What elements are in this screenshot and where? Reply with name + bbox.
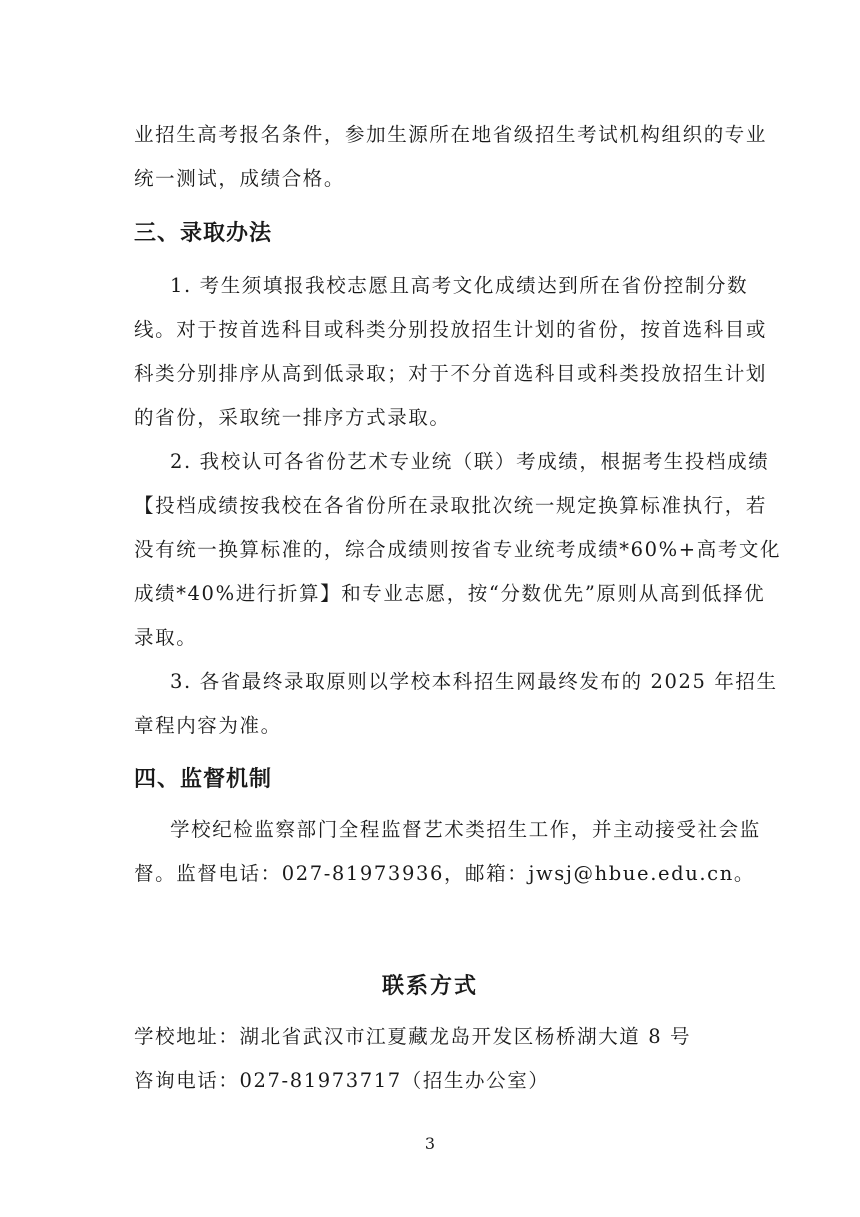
admission-item2-line-2: 【投档成绩按我校在各省份所在录取批次统一规定换算标准执行，若 <box>134 494 768 517</box>
section-heading-supervision: 四、监督机制 <box>134 767 273 792</box>
contact-address: 学校地址：湖北省武汉市江夏藏龙岛开发区杨桥湖大道 8 号 <box>134 1025 692 1048</box>
continuation-line-2: 统一测试，成绩合格。 <box>134 167 346 190</box>
continuation-line-1: 业招生高考报名条件，参加生源所在地省级招生考试机构组织的专业 <box>134 123 768 146</box>
admission-item2-line-4: 成绩*40%进行折算】和专业志愿，按“分数优先”原则从高到低择优 <box>134 582 766 605</box>
admission-item3-line-2: 章程内容为准。 <box>134 714 282 737</box>
admission-item1-line-4: 的省份，采取统一排序方式录取。 <box>134 406 451 429</box>
contact-phone: 咨询电话：027-81973717（招生办公室） <box>134 1069 550 1092</box>
admission-item2-line-3: 没有统一换算标准的，综合成绩则按省专业统考成绩*60%+高考文化 <box>134 538 782 561</box>
admission-item2-line-1: 2. 我校认可各省份艺术专业统（联）考成绩，根据考生投档成绩 <box>170 450 770 473</box>
supervision-line-2: 督。监督电话：027-81973936，邮箱：jwsj@hbue.edu.cn。 <box>134 862 755 885</box>
section-heading-admission-method: 三、录取办法 <box>134 221 273 246</box>
admission-item3-line-1: 3. 各省最终录取原则以学校本科招生网最终发布的 2025 年招生 <box>170 670 778 693</box>
admission-item1-line-2: 线。对于按首选科目或科类分别投放招生计划的省份，按首选科目或 <box>134 318 768 341</box>
page-number: 3 <box>424 1134 436 1153</box>
supervision-line-1: 学校纪检监察部门全程监督艺术类招生工作，并主动接受社会监 <box>170 818 761 841</box>
admission-item2-line-5: 录取。 <box>134 626 198 649</box>
contact-title: 联系方式 <box>381 974 478 999</box>
admission-item1-line-1: 1. 考生须填报我校志愿且高考文化成绩达到所在省份控制分数 <box>170 274 749 297</box>
admission-item1-line-3: 科类分别排序从高到低录取；对于不分首选科目或科类投放招生计划 <box>134 362 768 385</box>
